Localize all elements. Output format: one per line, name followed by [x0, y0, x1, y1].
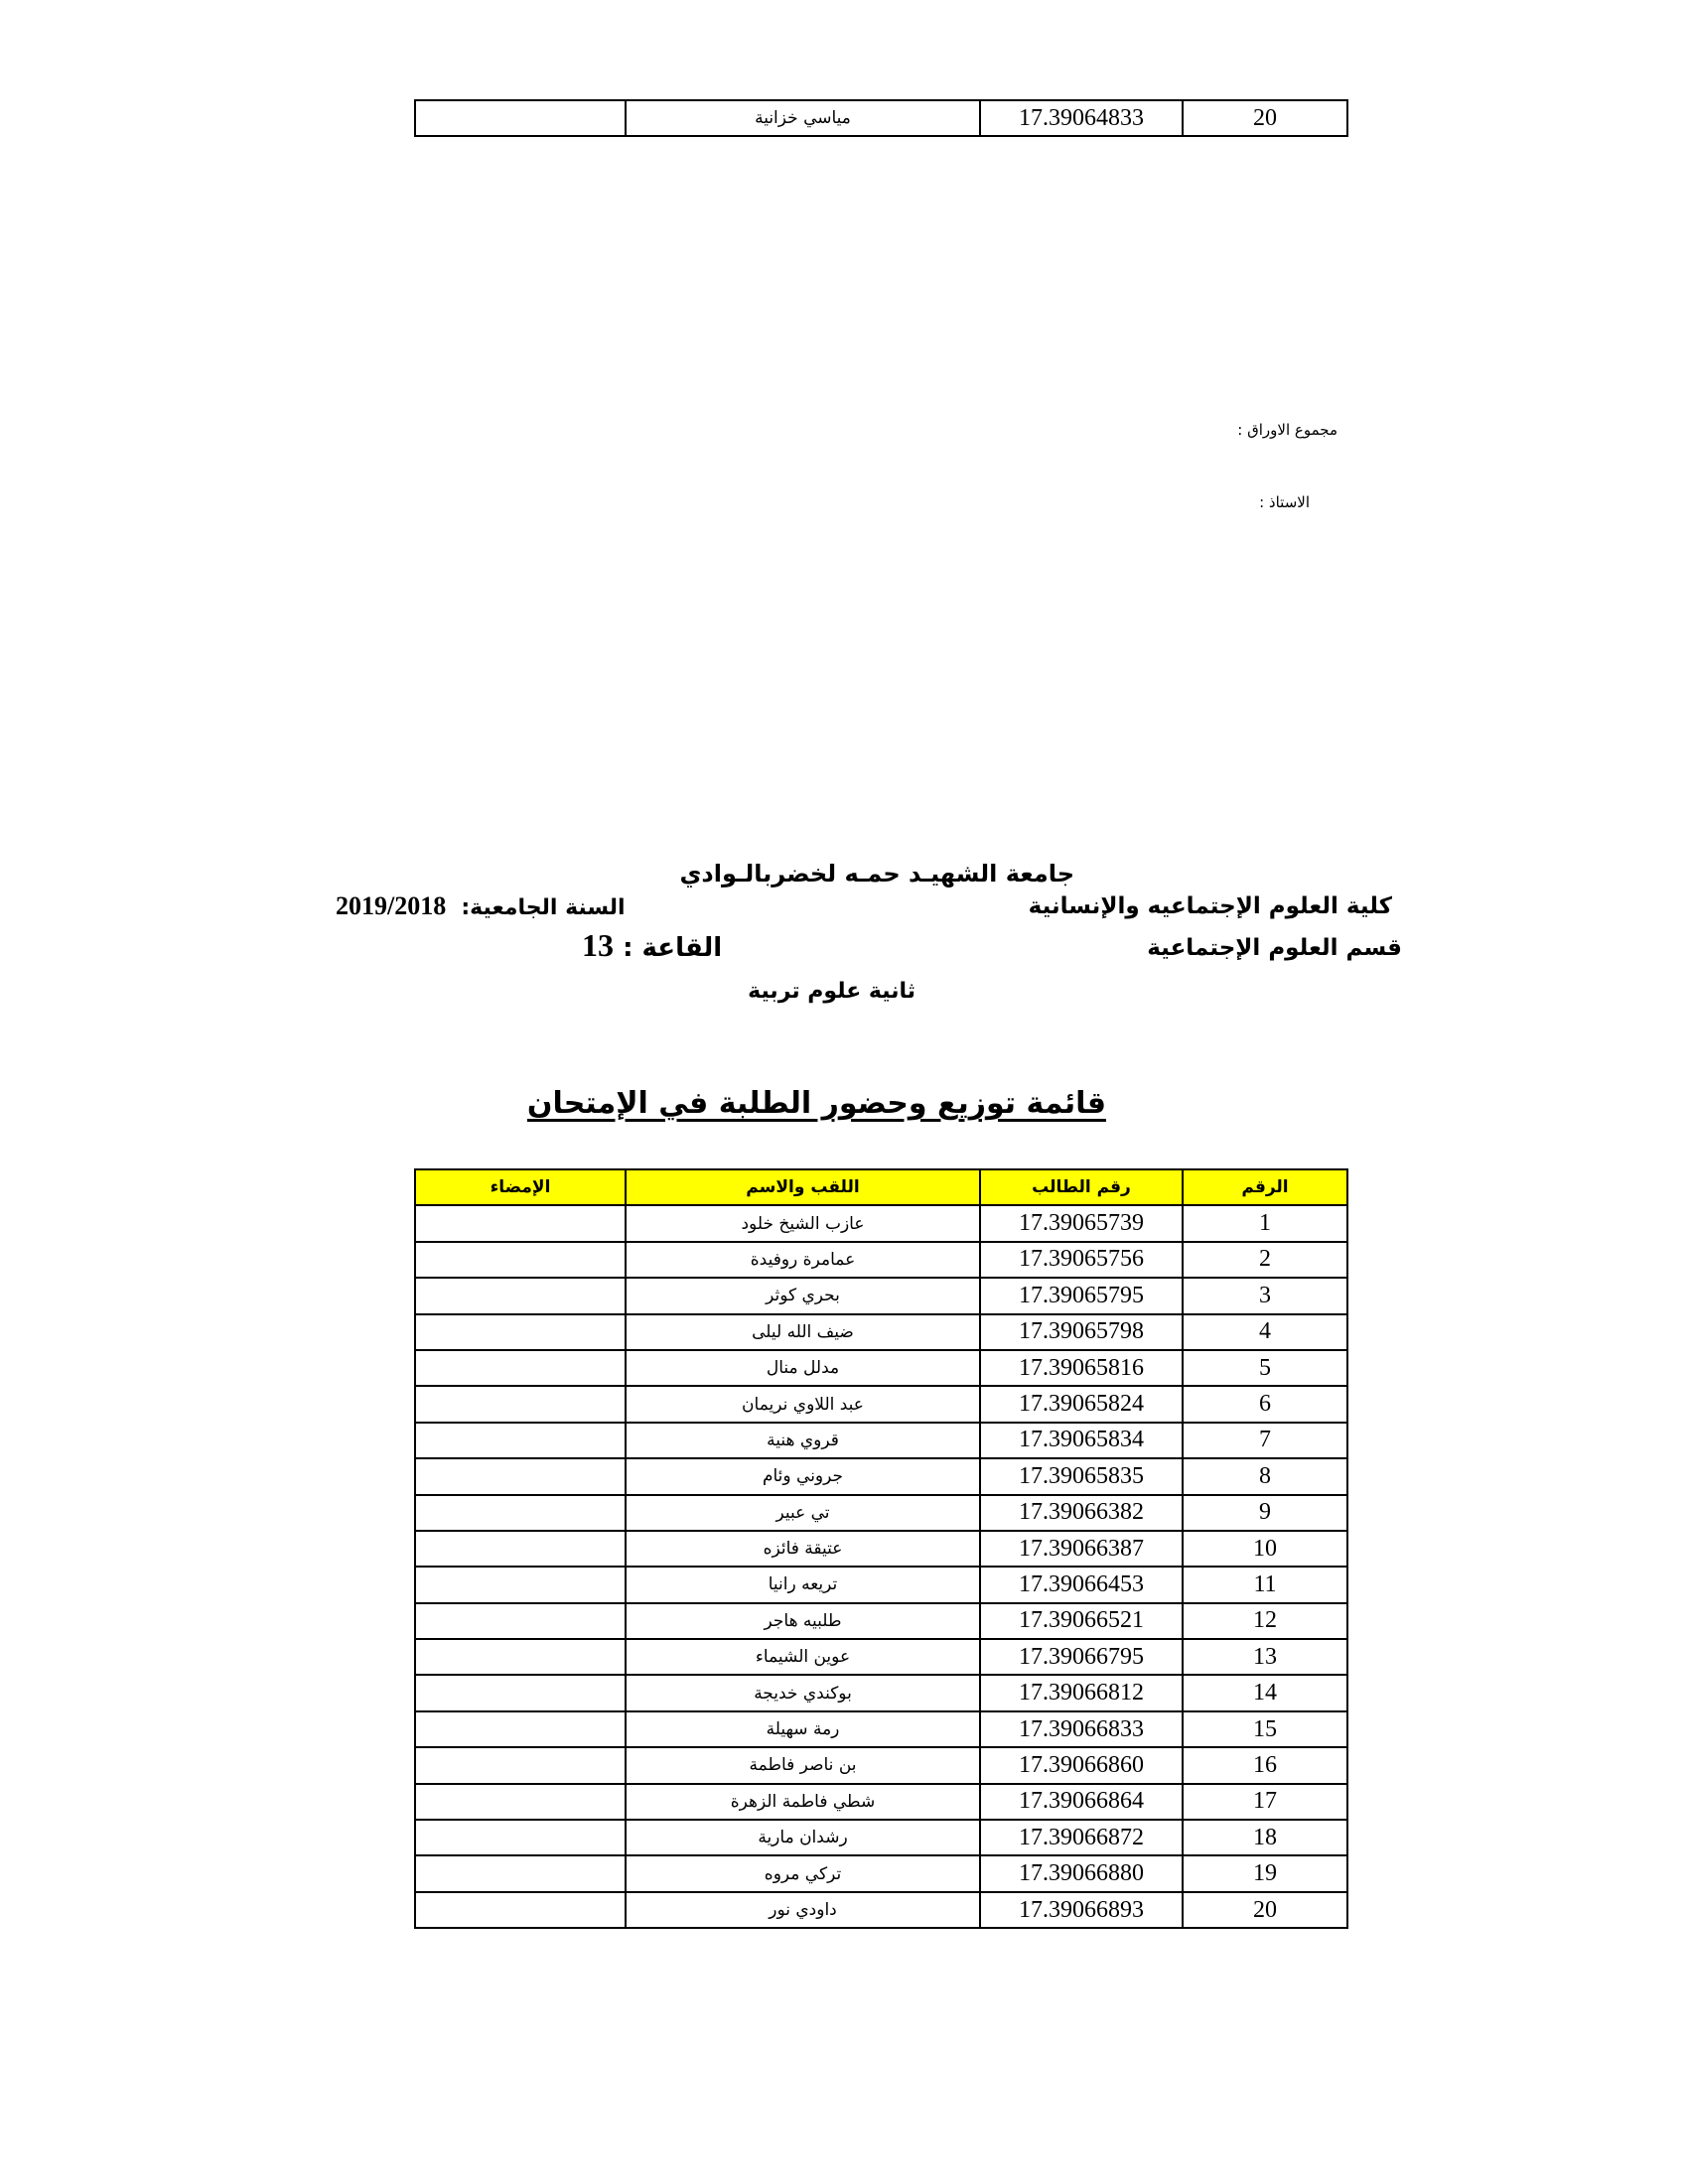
- student-id-cell: 17.39066893: [980, 1892, 1183, 1928]
- student-id-cell: 17.39065739: [980, 1205, 1183, 1241]
- table-row: [415, 1531, 1347, 1567]
- table-row: [415, 1458, 1347, 1494]
- student-id-cell: 17.39065816: [980, 1350, 1183, 1386]
- student-id-cell: 17.39066453: [980, 1567, 1183, 1602]
- table-row: [415, 1675, 1347, 1710]
- number-cell: 6: [1183, 1386, 1347, 1422]
- table-row: [415, 1350, 1347, 1386]
- name-cell: بوكندي خديجة: [626, 1675, 980, 1710]
- table-row: [415, 1603, 1347, 1639]
- number-cell: 8: [1183, 1458, 1347, 1494]
- exam-room-value: 13: [582, 927, 614, 963]
- student-id-cell: 17.39066872: [980, 1820, 1183, 1855]
- table-row: [415, 1855, 1347, 1891]
- signature-cell: [415, 1855, 626, 1891]
- signature-cell: [415, 1567, 626, 1602]
- header-number: الرقم: [1183, 1169, 1347, 1205]
- signature-cell: [415, 1675, 626, 1710]
- student-id-cell: 17.39065824: [980, 1386, 1183, 1422]
- name-cell: قروي هنية: [626, 1423, 980, 1458]
- name-cell: عتيقة فائزه: [626, 1531, 980, 1567]
- exam-room: [582, 927, 722, 964]
- number-cell: 13: [1183, 1639, 1347, 1675]
- signature-cell: [415, 1423, 626, 1458]
- name-cell: طلبيه هاجر: [626, 1603, 980, 1639]
- number-cell: 7: [1183, 1423, 1347, 1458]
- number-cell: 1: [1183, 1205, 1347, 1241]
- name-cell: عمامرة روفيدة: [626, 1242, 980, 1278]
- student-id-cell: 17.39065798: [980, 1314, 1183, 1350]
- signature-cell: [415, 1892, 626, 1928]
- table-row: [415, 1747, 1347, 1783]
- signature-cell: [415, 1278, 626, 1313]
- name-cell: مدلل منال: [626, 1350, 980, 1386]
- table-row: [415, 1314, 1347, 1350]
- signature-cell: [415, 1242, 626, 1278]
- student-id-cell: 17.39066880: [980, 1855, 1183, 1891]
- student-id-cell: 17.39066795: [980, 1639, 1183, 1675]
- table-row: [415, 1820, 1347, 1855]
- signature-cell: [415, 1747, 626, 1783]
- signature-cell: [415, 1531, 626, 1567]
- academic-year-value: 2019/2018: [336, 891, 447, 920]
- table-row: [415, 1711, 1347, 1747]
- header-name: اللقب والاسم: [626, 1169, 980, 1205]
- signature-cell: [415, 1711, 626, 1747]
- student-id-cell: 17.39066860: [980, 1747, 1183, 1783]
- number-cell: 5: [1183, 1350, 1347, 1386]
- signature-cell: [415, 1495, 626, 1531]
- student-id-cell: 17.39066382: [980, 1495, 1183, 1531]
- header-student-id: رقم الطالب: [980, 1169, 1183, 1205]
- table-row: [415, 1423, 1347, 1458]
- table-row: [415, 100, 1347, 136]
- table-row: [415, 1567, 1347, 1602]
- table-row: [415, 1278, 1347, 1313]
- number-cell: 11: [1183, 1567, 1347, 1602]
- table-row: [415, 1242, 1347, 1278]
- name-cell: تركي مروه: [626, 1855, 980, 1891]
- table-row: [415, 1892, 1347, 1928]
- department-name: قسم العلوم الإجتماعية: [1147, 935, 1402, 961]
- number-cell: 16: [1183, 1747, 1347, 1783]
- number-cell: 17: [1183, 1784, 1347, 1820]
- faculty-name: كلية العلوم الإجتماعيه والإنسانية: [1028, 893, 1392, 919]
- signature-cell: [415, 1350, 626, 1386]
- student-id-cell: 17.39065795: [980, 1278, 1183, 1313]
- name-cell: بن ناصر فاطمة: [626, 1747, 980, 1783]
- number-cell: 14: [1183, 1675, 1347, 1710]
- university-name: جامعة الشهيـد حمـه لخضربالـوادي: [679, 860, 1074, 887]
- table-row: [415, 1495, 1347, 1531]
- number-cell: 10: [1183, 1531, 1347, 1567]
- student-id-cell: 17.39066864: [980, 1784, 1183, 1820]
- student-id-cell: 17.39065756: [980, 1242, 1183, 1278]
- number-cell: 15: [1183, 1711, 1347, 1747]
- document-title: قائمة توزيع وحضور الطلبة في الإمتحان: [526, 1086, 1106, 1121]
- signature-cell: [415, 1603, 626, 1639]
- signature-cell: [415, 1820, 626, 1855]
- name-cell: شطي فاطمة الزهرة: [626, 1784, 980, 1820]
- signature-cell: [415, 1205, 626, 1241]
- name-cell: داودي نور: [626, 1892, 980, 1928]
- header-signature: الإمضاء: [415, 1169, 626, 1205]
- table-row: [415, 1205, 1347, 1241]
- attendance-table-header-row: [415, 1169, 1347, 1205]
- student-id-cell: 17.39065835: [980, 1458, 1183, 1494]
- attendance-table: [414, 1168, 1348, 1929]
- name-cell: عبد اللاوي نريمان: [626, 1386, 980, 1422]
- name-cell: جروني وئام: [626, 1458, 980, 1494]
- table-row: [415, 1386, 1347, 1422]
- name-cell: بحري كوثر: [626, 1278, 980, 1313]
- papers-total-label: مجموع الاوراق :: [1237, 421, 1337, 439]
- student-id-cell: 17.39066521: [980, 1603, 1183, 1639]
- attendance-table-body: [415, 1205, 1347, 1928]
- signature-cell: [415, 1458, 626, 1494]
- name-cell: مياسي خزانية: [626, 100, 980, 136]
- number-cell: 18: [1183, 1820, 1347, 1855]
- name-cell: رمة سهيلة: [626, 1711, 980, 1747]
- number-cell: 9: [1183, 1495, 1347, 1531]
- name-cell: عوين الشيماء: [626, 1639, 980, 1675]
- name-cell: ضيف الله ليلى: [626, 1314, 980, 1350]
- student-id-cell: 17.39066812: [980, 1675, 1183, 1710]
- student-id-cell: 17.39064833: [980, 100, 1183, 136]
- study-level: ثانية علوم تربية: [748, 979, 915, 1004]
- table-row: [415, 1639, 1347, 1675]
- signature-cell: [415, 1784, 626, 1820]
- number-cell: 20: [1183, 1892, 1347, 1928]
- signature-cell: [415, 1386, 626, 1422]
- number-cell: 12: [1183, 1603, 1347, 1639]
- signature-cell: [415, 1314, 626, 1350]
- number-cell: 19: [1183, 1855, 1347, 1891]
- number-cell: 2: [1183, 1242, 1347, 1278]
- table-row: [415, 1784, 1347, 1820]
- name-cell: رشدان مارية: [626, 1820, 980, 1855]
- signature-cell: [415, 1639, 626, 1675]
- name-cell: تريعه رانيا: [626, 1567, 980, 1602]
- academic-year-label: السنة الجامعية:: [461, 895, 626, 920]
- student-id-cell: 17.39066387: [980, 1531, 1183, 1567]
- student-id-cell: 17.39066833: [980, 1711, 1183, 1747]
- signature-cell: [415, 100, 626, 136]
- previous-page-table-body: [415, 100, 1347, 136]
- name-cell: عازب الشيخ خلود: [626, 1205, 980, 1241]
- academic-year: [336, 891, 626, 921]
- number-cell: 4: [1183, 1314, 1347, 1350]
- student-id-cell: 17.39065834: [980, 1423, 1183, 1458]
- previous-page-table: [414, 99, 1348, 137]
- name-cell: تي عبير: [626, 1495, 980, 1531]
- number-cell: 20: [1183, 100, 1347, 136]
- professor-label: الاستاذ :: [1259, 493, 1310, 511]
- number-cell: 3: [1183, 1278, 1347, 1313]
- exam-room-label: القاعة :: [623, 933, 723, 963]
